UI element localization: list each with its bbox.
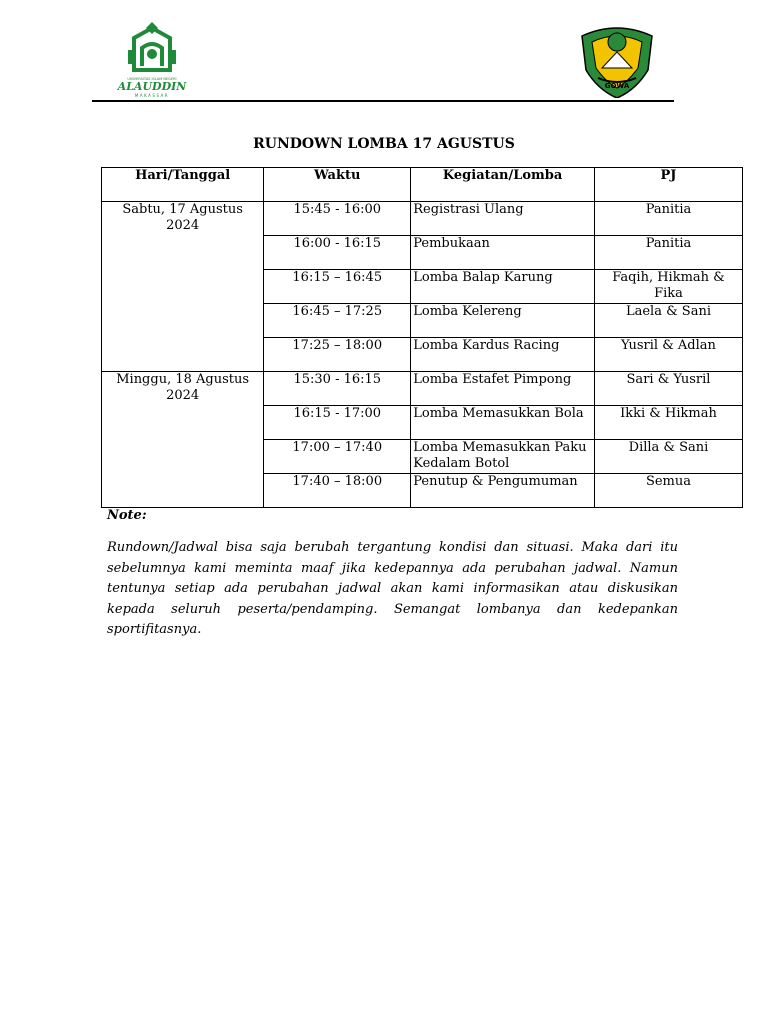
table-row	[102, 372, 743, 406]
time-cell: 16:15 – 16:45	[264, 270, 411, 304]
logo-text-top: UNIVERSITAS ISLAM NEGERI	[127, 77, 177, 81]
time-cell: 15:30 - 16:15	[264, 372, 411, 406]
uin-alauddin-logo	[112, 20, 192, 100]
time-cell: 17:00 – 17:40	[264, 440, 411, 474]
day-cell: Sabtu, 17 Agustus 2024	[102, 202, 264, 372]
header-divider	[92, 100, 674, 102]
activity-cell: Pembukaan	[411, 236, 595, 270]
logo-text-main: ALAUDDIN	[117, 80, 187, 93]
pj-cell: Panitia	[594, 236, 742, 270]
activity-cell: Lomba Kardus Racing	[411, 338, 595, 372]
header-kegiatan: Kegiatan/Lomba	[411, 168, 595, 202]
time-cell: 17:25 – 18:00	[264, 338, 411, 372]
pj-cell: Ikki & Hikmah	[594, 406, 742, 440]
activity-cell: Lomba Memasukkan Paku Kedalam Botol	[411, 440, 595, 474]
note-label: Note:	[107, 508, 147, 523]
time-cell: 17:40 – 18:00	[264, 474, 411, 508]
pj-cell: Sari & Yusril	[594, 372, 742, 406]
letterhead	[0, 0, 768, 104]
day-cell: Minggu, 18 Agustus 2024	[102, 372, 264, 508]
page-title-text: RUNDOWN LOMBA 17 AGUSTUS	[253, 136, 515, 152]
activity-cell: Lomba Memasukkan Bola	[411, 406, 595, 440]
pj-cell: Panitia	[594, 202, 742, 236]
note-text: Rundown/Jadwal bisa saja berubah tergantung kondisi dan situasi. Maka dari itu sebelumnya kami meminta maaf jika kedepannya ada perubahan jadwal. Namun tentunya setiap ada perubahan jadwal akan kami informasikan atau diskusikan kepada seluruh peserta/pendamping. Semangat lombanya dan kedepankan sportifitasnya.	[107, 540, 678, 637]
header-pj: PJ	[594, 168, 742, 202]
pj-cell: Faqih, Hikmah & Fika	[594, 270, 742, 304]
gowa-logo-text: GOWA	[604, 82, 630, 90]
time-cell: 16:15 - 17:00	[264, 406, 411, 440]
time-cell: 15:45 - 16:00	[264, 202, 411, 236]
page-title	[0, 133, 768, 152]
table-row	[102, 202, 743, 236]
time-cell: 16:45 – 17:25	[264, 304, 411, 338]
activity-cell: Registrasi Ulang	[411, 202, 595, 236]
activity-cell: Penutup & Pengumuman	[411, 474, 595, 508]
activity-cell: Lomba Estafet Pimpong	[411, 372, 595, 406]
pj-cell: Yusril & Adlan	[594, 338, 742, 372]
activity-cell: Lomba Balap Karung	[411, 270, 595, 304]
logo-text-bottom: MAKASSAR	[134, 93, 170, 98]
header-hari-tanggal: Hari/Tanggal	[102, 168, 264, 202]
time-cell: 16:00 - 16:15	[264, 236, 411, 270]
pj-cell: Semua	[594, 474, 742, 508]
gowa-emblem-logo	[576, 22, 658, 98]
header-waktu: Waktu	[264, 168, 411, 202]
activity-cell: Lomba Kelereng	[411, 304, 595, 338]
table-header-row	[102, 168, 743, 202]
pj-cell: Laela & Sani	[594, 304, 742, 338]
rundown-table	[101, 167, 743, 508]
pj-cell: Dilla & Sani	[594, 440, 742, 474]
